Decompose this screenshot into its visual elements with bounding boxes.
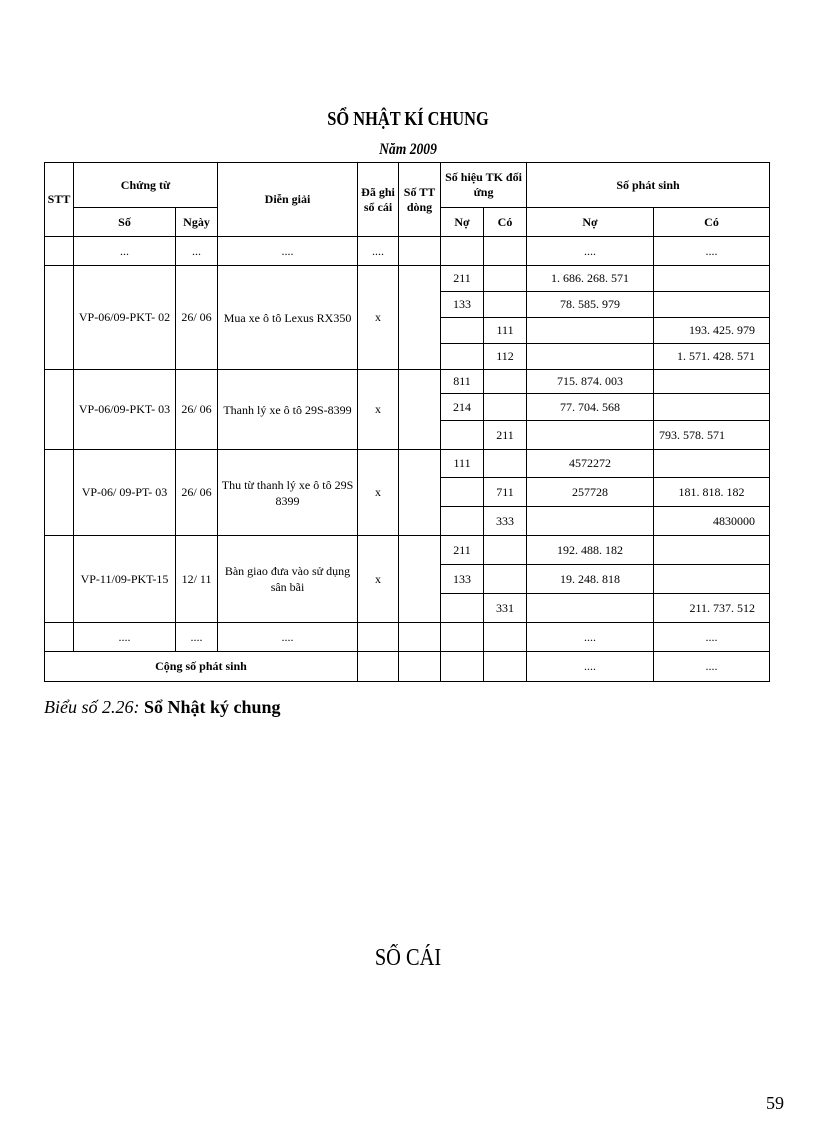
cell-amt-no xyxy=(527,421,654,450)
cell-dien-giai: Mua xe ô tô Lexus RX350 xyxy=(218,266,358,370)
caption-name: Sổ Nhật ký chung xyxy=(143,697,281,717)
table-caption xyxy=(44,697,281,718)
cell-tk-co: 331 xyxy=(484,594,527,623)
cell-dien-giai: Thu từ thanh lý xe ô tô 29S 8399 xyxy=(218,450,358,536)
cell-tk-co xyxy=(484,450,527,478)
cell-tk-co xyxy=(484,292,527,318)
table-row xyxy=(45,623,770,652)
journal-year: Năm 2009 xyxy=(379,141,437,158)
cell-tk-co: 211 xyxy=(484,421,527,450)
cell-da-ghi: x xyxy=(358,450,399,536)
page-number: 59 xyxy=(766,1093,784,1113)
cell-amt-co xyxy=(654,394,770,421)
cell-ngay: 26/ 06 xyxy=(176,450,218,536)
cell-tk-co: 111 xyxy=(484,318,527,344)
header-tk-no: Nợ xyxy=(441,208,484,237)
total-amt-no: .... xyxy=(527,652,654,682)
total-label: Cộng số phát sinh xyxy=(45,652,358,682)
header-tk-co: Có xyxy=(484,208,527,237)
header-stt: STT xyxy=(45,163,74,237)
table-row xyxy=(45,237,770,266)
cell-amt-co: 1. 571. 428. 571 xyxy=(654,344,770,370)
general-journal-table xyxy=(44,162,770,682)
cell-amt-no: 19. 248. 818 xyxy=(527,565,654,594)
cell-tk-no: 811 xyxy=(441,370,484,394)
cell-tk-no xyxy=(441,318,484,344)
cell-amt-no: 715. 874. 003 xyxy=(527,370,654,394)
cell-tk-no: 111 xyxy=(441,450,484,478)
cell-da-ghi: x xyxy=(358,370,399,450)
header-da-ghi: Đã ghi sổ cái xyxy=(358,163,399,237)
cell-amt-no: 4572272 xyxy=(527,450,654,478)
header-so-hieu: Số hiệu TK đối ứng xyxy=(441,163,527,208)
total-amt-co: .... xyxy=(654,652,770,682)
cell-amt-co: 193. 425. 979 xyxy=(654,318,770,344)
cell-amt-co: 211. 737. 512 xyxy=(654,594,770,623)
cell-amt-co: 181. 818. 182 xyxy=(654,478,770,507)
cell-amt-co xyxy=(654,536,770,565)
cell-ngay: 26/ 06 xyxy=(176,370,218,450)
table-row xyxy=(45,536,770,565)
cell-amt-co xyxy=(654,450,770,478)
cell-amt-co xyxy=(654,292,770,318)
cell-amt-co: .... xyxy=(654,237,770,266)
cell-ngay: 26/ 06 xyxy=(176,266,218,370)
cell-ngay: 12/ 11 xyxy=(176,536,218,623)
header-so: Số xyxy=(74,208,176,237)
cell-amt-no xyxy=(527,594,654,623)
cell-dien-giai: Thanh lý xe ô tô 29S-8399 xyxy=(218,370,358,450)
cell-tk-no xyxy=(441,507,484,536)
header-amt-co: Có xyxy=(654,208,770,237)
cell-amt-no: 77. 704. 568 xyxy=(527,394,654,421)
cell-amt-no xyxy=(527,344,654,370)
cell-amt-no: 78. 585. 979 xyxy=(527,292,654,318)
section-title: SỔ CÁI xyxy=(374,945,442,971)
cell-amt-co xyxy=(654,565,770,594)
cell-tk-no xyxy=(441,421,484,450)
cell-so: ... xyxy=(74,237,176,266)
cell-tk-no: 133 xyxy=(441,292,484,318)
header-so-phat-sinh: Số phát sinh xyxy=(527,163,770,208)
cell-dien-giai: .... xyxy=(218,623,358,652)
header-ngay: Ngày xyxy=(176,208,218,237)
cell-dien-giai: .... xyxy=(218,237,358,266)
cell-tk-co xyxy=(484,536,527,565)
cell-dien-giai: Bàn giao đưa vào sử dụng sân bãi xyxy=(218,536,358,623)
cell-tk-co xyxy=(484,565,527,594)
journal-title: SỔ NHẬT KÍ CHUNG xyxy=(327,108,489,130)
cell-so: VP-06/ 09-PT- 03 xyxy=(74,450,176,536)
header-amt-no: Nợ xyxy=(527,208,654,237)
cell-tk-no: 211 xyxy=(441,266,484,292)
cell-da-ghi: x xyxy=(358,536,399,623)
cell-amt-no: .... xyxy=(527,237,654,266)
cell-tk-no: 133 xyxy=(441,565,484,594)
cell-amt-no: 1. 686. 268. 571 xyxy=(527,266,654,292)
cell-tk-no xyxy=(441,344,484,370)
cell-amt-co: 793. 578. 571 xyxy=(654,421,770,450)
cell-so: VP-06/09-PKT- 03 xyxy=(74,370,176,450)
cell-tk-no xyxy=(441,594,484,623)
cell-tk-co xyxy=(484,266,527,292)
cell-tk-no: 211 xyxy=(441,536,484,565)
cell-da-ghi: .... xyxy=(358,237,399,266)
table-row xyxy=(45,266,770,292)
cell-amt-co: 4830000 xyxy=(654,507,770,536)
total-row xyxy=(45,652,770,682)
cell-ngay: .... xyxy=(176,623,218,652)
cell-tk-co xyxy=(484,394,527,421)
table-row xyxy=(45,450,770,478)
cell-tk-no xyxy=(441,478,484,507)
header-chung-tu: Chứng từ xyxy=(74,163,218,208)
cell-amt-no: 192. 488. 182 xyxy=(527,536,654,565)
cell-amt-no xyxy=(527,507,654,536)
cell-amt-no xyxy=(527,318,654,344)
cell-so: VP-06/09-PKT- 02 xyxy=(74,266,176,370)
table-row xyxy=(45,370,770,394)
cell-amt-co xyxy=(654,266,770,292)
cell-amt-no: .... xyxy=(527,623,654,652)
caption-label: Biểu số 2.26: xyxy=(44,697,140,717)
cell-da-ghi: x xyxy=(358,266,399,370)
cell-amt-co xyxy=(654,370,770,394)
cell-ngay: ... xyxy=(176,237,218,266)
cell-tk-co: 112 xyxy=(484,344,527,370)
cell-amt-co: .... xyxy=(654,623,770,652)
cell-tk-no: 214 xyxy=(441,394,484,421)
cell-tk-co: 711 xyxy=(484,478,527,507)
cell-amt-no: 257728 xyxy=(527,478,654,507)
header-dien-giai: Diễn giải xyxy=(218,163,358,237)
header-so-tt: Số TT dòng xyxy=(399,163,441,237)
cell-so: .... xyxy=(74,623,176,652)
cell-tk-co: 333 xyxy=(484,507,527,536)
cell-tk-co xyxy=(484,370,527,394)
cell-so: VP-11/09-PKT-15 xyxy=(74,536,176,623)
